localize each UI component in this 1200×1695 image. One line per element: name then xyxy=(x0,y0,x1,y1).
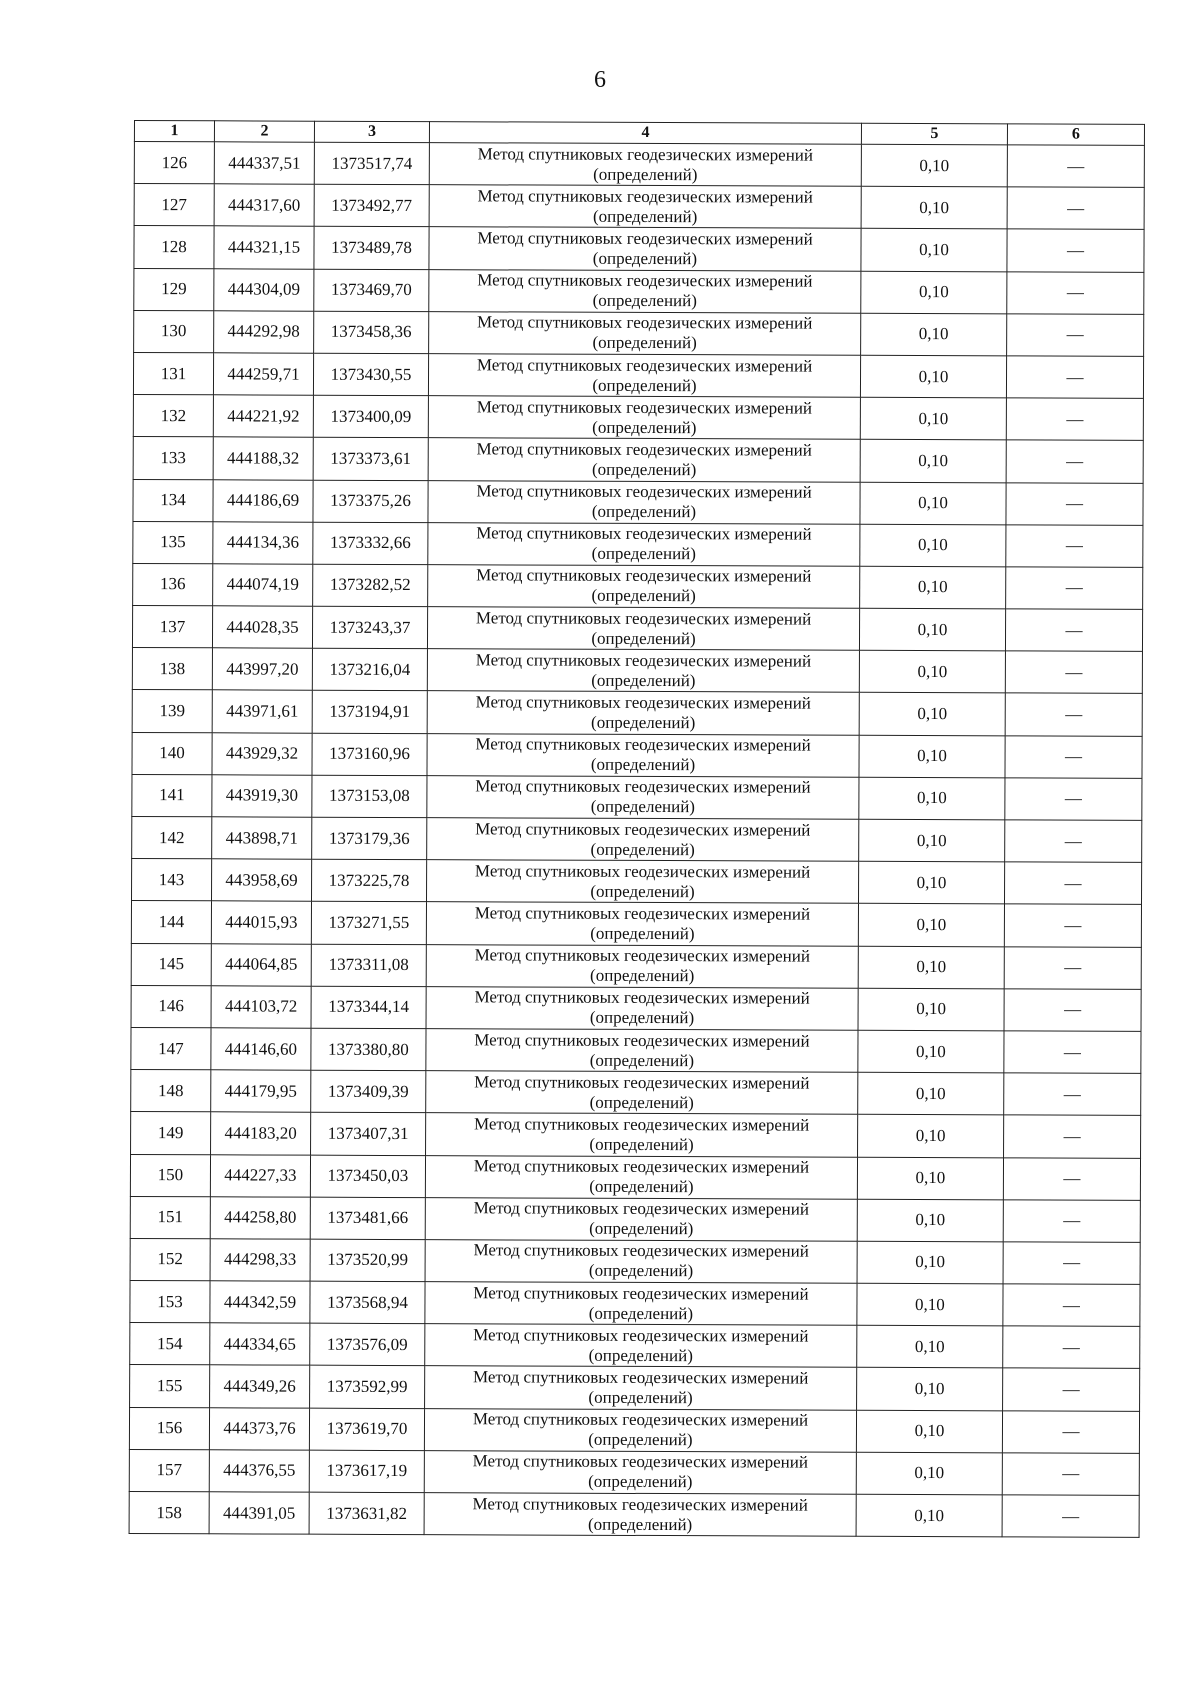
note-cell: — xyxy=(1004,946,1141,989)
method-cell: Метод спутниковых геодезических измерений (определений) xyxy=(427,691,859,735)
point-number-cell: 149 xyxy=(131,1112,211,1154)
note-cell: — xyxy=(1005,735,1142,778)
column-header-6: 6 xyxy=(1007,124,1144,146)
method-cell: Метод спутниковых геодезических измерений (определений) xyxy=(428,354,860,398)
note-cell: — xyxy=(1006,356,1143,399)
table-row xyxy=(131,901,1141,947)
method-cell: Метод спутниковых геодезических измерений (определений) xyxy=(429,269,861,313)
method-cell: Метод спутниковых геодезических измерений (определений) xyxy=(427,607,859,651)
table-row xyxy=(134,184,1144,230)
point-number-cell: 139 xyxy=(132,690,212,732)
x-coordinate-cell: 443971,61 xyxy=(212,690,312,733)
note-cell: — xyxy=(1005,820,1142,863)
method-cell: Метод спутниковых геодезических измерений (определений) xyxy=(424,1493,856,1537)
method-cell: Метод спутниковых геодезических измерений (определений) xyxy=(427,818,859,862)
point-number-cell: 151 xyxy=(130,1196,210,1238)
x-coordinate-cell: 444186,69 xyxy=(213,479,313,522)
point-number-cell: 141 xyxy=(132,774,212,816)
x-coordinate-cell: 444015,93 xyxy=(211,901,311,944)
table-row xyxy=(133,479,1143,525)
y-coordinate-cell: 1373160,96 xyxy=(312,733,427,776)
note-cell: — xyxy=(1003,1326,1140,1369)
x-coordinate-cell: 444317,60 xyxy=(214,184,314,227)
method-cell: Метод спутниковых геодезических измерений (определений) xyxy=(425,1324,857,1368)
note-cell: — xyxy=(1003,1242,1140,1285)
table-body xyxy=(129,142,1144,1538)
table-row xyxy=(129,1449,1139,1495)
point-number-cell: 146 xyxy=(131,985,211,1027)
method-cell: Метод спутниковых геодезических измерений (определений) xyxy=(429,227,861,271)
accuracy-cell: 0,10 xyxy=(860,566,1006,609)
table-row xyxy=(129,1491,1139,1537)
table-row xyxy=(133,437,1143,483)
page-number: 6 xyxy=(594,67,606,93)
y-coordinate-cell: 1373430,55 xyxy=(313,353,428,396)
table-row xyxy=(130,1365,1140,1411)
note-cell: — xyxy=(1006,567,1143,610)
y-coordinate-cell: 1373216,04 xyxy=(312,648,427,691)
column-header-3: 3 xyxy=(314,121,429,142)
table-row xyxy=(132,606,1142,652)
method-cell: Метод спутниковых геодезических измерений (определений) xyxy=(425,1197,857,1241)
method-cell: Метод спутниковых геодезических измерений (определений) xyxy=(426,902,858,946)
method-cell: Метод спутниковых геодезических измерений (определений) xyxy=(424,1450,856,1494)
x-coordinate-cell: 444258,80 xyxy=(210,1196,310,1239)
y-coordinate-cell: 1373243,37 xyxy=(312,606,427,649)
note-cell: — xyxy=(1006,525,1143,568)
method-cell: Метод спутниковых геодезических измерений (определений) xyxy=(427,733,859,777)
accuracy-cell: 0,10 xyxy=(859,693,1005,736)
y-coordinate-cell: 1373576,09 xyxy=(310,1323,425,1366)
method-cell: Метод спутниковых геодезических измерений (определений) xyxy=(427,649,859,693)
point-number-cell: 131 xyxy=(133,352,213,394)
accuracy-cell: 0,10 xyxy=(860,397,1006,440)
x-coordinate-cell: 443929,32 xyxy=(212,732,312,775)
y-coordinate-cell: 1373344,14 xyxy=(311,986,426,1029)
accuracy-cell: 0,10 xyxy=(861,144,1007,187)
method-cell: Метод спутниковых геодезических измерений (определений) xyxy=(428,522,860,566)
x-coordinate-cell: 444298,33 xyxy=(210,1239,310,1282)
method-cell: Метод спутниковых геодезических измерений (определений) xyxy=(425,1155,857,1199)
note-cell: — xyxy=(1005,693,1142,736)
x-coordinate-cell: 444342,59 xyxy=(210,1281,310,1324)
x-coordinate-cell: 444349,26 xyxy=(210,1365,310,1408)
accuracy-cell: 0,10 xyxy=(858,1030,1004,1073)
accuracy-cell: 0,10 xyxy=(857,1368,1003,1411)
table-row xyxy=(131,943,1141,989)
y-coordinate-cell: 1373153,08 xyxy=(312,775,427,818)
note-cell: — xyxy=(1005,651,1142,694)
y-coordinate-cell: 1373481,66 xyxy=(310,1197,425,1240)
x-coordinate-cell: 444391,05 xyxy=(209,1492,309,1535)
point-number-cell: 158 xyxy=(129,1491,209,1533)
point-number-cell: 154 xyxy=(130,1323,210,1365)
point-number-cell: 138 xyxy=(132,648,212,690)
table-row xyxy=(131,1112,1141,1158)
accuracy-cell: 0,10 xyxy=(860,482,1006,525)
method-cell: Метод спутниковых геодезических измерений (определений) xyxy=(428,438,860,482)
accuracy-cell: 0,10 xyxy=(858,861,1004,904)
method-cell: Метод спутниковых геодезических измерений (определений) xyxy=(429,143,861,187)
x-coordinate-cell: 444373,76 xyxy=(209,1407,309,1450)
accuracy-cell: 0,10 xyxy=(861,271,1007,314)
table-row xyxy=(132,774,1142,820)
y-coordinate-cell: 1373409,39 xyxy=(311,1070,426,1113)
point-number-cell: 155 xyxy=(130,1365,210,1407)
method-cell: Метод спутниковых геодезических измерений (определений) xyxy=(426,1113,858,1157)
note-cell: — xyxy=(1007,271,1144,314)
note-cell: — xyxy=(1007,229,1144,272)
x-coordinate-cell: 444028,35 xyxy=(212,606,312,649)
column-header-4: 4 xyxy=(429,122,861,145)
note-cell: — xyxy=(1003,1284,1140,1327)
table-row xyxy=(132,690,1142,736)
point-number-cell: 136 xyxy=(133,563,213,605)
x-coordinate-cell: 444183,20 xyxy=(211,1112,311,1155)
method-cell: Метод спутниковых геодезических измерений (определений) xyxy=(425,1282,857,1326)
table-row xyxy=(133,563,1143,609)
note-cell: — xyxy=(1007,187,1144,230)
y-coordinate-cell: 1373469,70 xyxy=(314,269,429,312)
note-cell: — xyxy=(1006,440,1143,483)
table-row xyxy=(132,859,1142,905)
x-coordinate-cell: 444134,36 xyxy=(213,521,313,564)
accuracy-cell: 0,10 xyxy=(861,313,1007,356)
x-coordinate-cell: 444376,55 xyxy=(209,1450,309,1493)
y-coordinate-cell: 1373592,99 xyxy=(310,1366,425,1409)
y-coordinate-cell: 1373380,80 xyxy=(311,1028,426,1071)
accuracy-cell: 0,10 xyxy=(857,1199,1003,1242)
y-coordinate-cell: 1373617,19 xyxy=(309,1450,424,1493)
y-coordinate-cell: 1373194,91 xyxy=(312,691,427,734)
method-cell: Метод спутниковых геодезических измерений (определений) xyxy=(426,860,858,904)
y-coordinate-cell: 1373517,74 xyxy=(314,142,429,185)
y-coordinate-cell: 1373311,08 xyxy=(311,944,426,987)
y-coordinate-cell: 1373179,36 xyxy=(312,817,427,860)
point-number-cell: 147 xyxy=(131,1027,211,1069)
x-coordinate-cell: 444304,09 xyxy=(214,268,314,311)
column-header-5: 5 xyxy=(861,123,1007,145)
accuracy-cell: 0,10 xyxy=(858,1115,1004,1158)
note-cell: — xyxy=(1005,609,1142,652)
y-coordinate-cell: 1373568,94 xyxy=(310,1281,425,1324)
y-coordinate-cell: 1373458,36 xyxy=(314,311,429,354)
note-cell: — xyxy=(1004,989,1141,1032)
point-number-cell: 132 xyxy=(133,395,213,437)
point-number-cell: 128 xyxy=(134,226,214,268)
method-cell: Метод спутниковых геодезических измерений (определений) xyxy=(426,1071,858,1115)
method-cell: Метод спутниковых геодезических измерений (определений) xyxy=(427,775,859,819)
accuracy-cell: 0,10 xyxy=(857,1157,1003,1200)
note-cell: — xyxy=(1002,1453,1139,1496)
point-number-cell: 148 xyxy=(131,1070,211,1112)
table-row xyxy=(133,395,1143,441)
accuracy-cell: 0,10 xyxy=(858,988,1004,1031)
note-cell: — xyxy=(1006,482,1143,525)
method-cell: Метод спутниковых геодезических измерений (определений) xyxy=(429,185,861,229)
method-cell: Метод спутниковых геодезических измерений (определений) xyxy=(425,1240,857,1284)
y-coordinate-cell: 1373492,77 xyxy=(314,184,429,227)
point-number-cell: 156 xyxy=(129,1407,209,1449)
note-cell: — xyxy=(1004,862,1141,905)
accuracy-cell: 0,10 xyxy=(860,524,1006,567)
point-number-cell: 129 xyxy=(134,268,214,310)
accuracy-cell: 0,10 xyxy=(856,1452,1002,1495)
point-number-cell: 137 xyxy=(132,606,212,648)
point-number-cell: 134 xyxy=(133,479,213,521)
table-row xyxy=(129,1407,1139,1453)
y-coordinate-cell: 1373450,03 xyxy=(310,1155,425,1198)
y-coordinate-cell: 1373631,82 xyxy=(309,1492,424,1535)
column-header-1: 1 xyxy=(134,121,214,142)
x-coordinate-cell: 444179,95 xyxy=(211,1070,311,1113)
note-cell: — xyxy=(1004,1073,1141,1116)
table-row xyxy=(130,1281,1140,1327)
x-coordinate-cell: 444334,65 xyxy=(210,1323,310,1366)
point-number-cell: 130 xyxy=(134,310,214,352)
y-coordinate-cell: 1373407,31 xyxy=(311,1112,426,1155)
accuracy-cell: 0,10 xyxy=(860,355,1006,398)
accuracy-cell: 0,10 xyxy=(861,229,1007,272)
table-row xyxy=(134,226,1144,272)
table-row xyxy=(131,985,1141,1031)
accuracy-cell: 0,10 xyxy=(858,1072,1004,1115)
point-number-cell: 127 xyxy=(134,184,214,226)
note-cell: — xyxy=(1006,398,1143,441)
note-cell: — xyxy=(1003,1200,1140,1243)
note-cell: — xyxy=(1003,1157,1140,1200)
note-cell: — xyxy=(1004,1115,1141,1158)
x-coordinate-cell: 444188,32 xyxy=(213,437,313,480)
point-number-cell: 143 xyxy=(132,859,212,901)
table-row xyxy=(130,1238,1140,1284)
note-cell: — xyxy=(1004,904,1141,947)
accuracy-cell: 0,10 xyxy=(859,735,1005,778)
accuracy-cell: 0,10 xyxy=(859,777,1005,820)
y-coordinate-cell: 1373400,09 xyxy=(313,395,428,438)
accuracy-cell: 0,10 xyxy=(861,186,1007,229)
point-number-cell: 153 xyxy=(130,1281,210,1323)
y-coordinate-cell: 1373332,66 xyxy=(313,522,428,565)
point-number-cell: 142 xyxy=(132,816,212,858)
note-cell: — xyxy=(1003,1368,1140,1411)
method-cell: Метод спутниковых геодезических измерений (определений) xyxy=(426,1029,858,1073)
accuracy-cell: 0,10 xyxy=(857,1241,1003,1284)
x-coordinate-cell: 444074,19 xyxy=(213,564,313,607)
point-number-cell: 144 xyxy=(131,901,211,943)
y-coordinate-cell: 1373225,78 xyxy=(312,859,427,902)
x-coordinate-cell: 444064,85 xyxy=(211,943,311,986)
y-coordinate-cell: 1373489,78 xyxy=(314,227,429,270)
y-coordinate-cell: 1373271,55 xyxy=(311,902,426,945)
point-number-cell: 145 xyxy=(131,943,211,985)
note-cell: — xyxy=(1004,1031,1141,1074)
accuracy-cell: 0,10 xyxy=(858,946,1004,989)
table-row xyxy=(132,648,1142,694)
x-coordinate-cell: 444321,15 xyxy=(214,226,314,269)
method-cell: Метод спутниковых геодезических измерений (определений) xyxy=(426,944,858,988)
coordinates-table xyxy=(129,120,1145,1538)
method-cell: Метод спутниковых геодезических измерений (определений) xyxy=(428,480,860,524)
accuracy-cell: 0,10 xyxy=(859,608,1005,651)
y-coordinate-cell: 1373375,26 xyxy=(313,480,428,523)
x-coordinate-cell: 443898,71 xyxy=(212,817,312,860)
accuracy-cell: 0,10 xyxy=(856,1410,1002,1453)
accuracy-cell: 0,10 xyxy=(856,1494,1002,1537)
note-cell: — xyxy=(1007,314,1144,357)
method-cell: Метод спутниковых геодезических измерений (определений) xyxy=(428,396,860,440)
accuracy-cell: 0,10 xyxy=(857,1326,1003,1369)
y-coordinate-cell: 1373373,61 xyxy=(313,438,428,481)
x-coordinate-cell: 444292,98 xyxy=(214,311,314,354)
table-row xyxy=(133,352,1143,398)
accuracy-cell: 0,10 xyxy=(859,819,1005,862)
table-row xyxy=(133,521,1143,567)
table-row xyxy=(134,310,1144,356)
x-coordinate-cell: 443919,30 xyxy=(212,775,312,818)
x-coordinate-cell: 444337,51 xyxy=(214,142,314,185)
method-cell: Метод спутниковых геодезических измерений (определений) xyxy=(425,1366,857,1410)
table-row xyxy=(130,1323,1140,1369)
note-cell: — xyxy=(1007,145,1144,188)
table-row xyxy=(131,1070,1141,1116)
table-row xyxy=(130,1154,1140,1200)
x-coordinate-cell: 444227,33 xyxy=(210,1154,310,1197)
column-header-2: 2 xyxy=(214,121,314,142)
point-number-cell: 150 xyxy=(130,1154,210,1196)
x-coordinate-cell: 444146,60 xyxy=(211,1028,311,1071)
method-cell: Метод спутниковых геодезических измерений (определений) xyxy=(428,565,860,609)
y-coordinate-cell: 1373520,99 xyxy=(310,1239,425,1282)
point-number-cell: 152 xyxy=(130,1238,210,1280)
method-cell: Метод спутниковых геодезических измерений (определений) xyxy=(426,986,858,1030)
accuracy-cell: 0,10 xyxy=(859,651,1005,694)
note-cell: — xyxy=(1002,1495,1139,1538)
table-row xyxy=(131,1027,1141,1073)
y-coordinate-cell: 1373282,52 xyxy=(313,564,428,607)
table-row xyxy=(134,268,1144,314)
note-cell: — xyxy=(1005,778,1142,821)
point-number-cell: 126 xyxy=(134,142,214,184)
x-coordinate-cell: 443997,20 xyxy=(212,648,312,691)
point-number-cell: 133 xyxy=(133,437,213,479)
method-cell: Метод спутниковых геодезических измерений (определений) xyxy=(424,1408,856,1452)
point-number-cell: 157 xyxy=(129,1449,209,1491)
accuracy-cell: 0,10 xyxy=(858,904,1004,947)
method-cell: Метод спутниковых геодезических измерений (определений) xyxy=(429,311,861,355)
table-row xyxy=(132,732,1142,778)
table-row xyxy=(130,1196,1140,1242)
y-coordinate-cell: 1373619,70 xyxy=(309,1408,424,1451)
x-coordinate-cell: 443958,69 xyxy=(212,859,312,902)
point-number-cell: 135 xyxy=(133,521,213,563)
table-row xyxy=(134,142,1144,188)
x-coordinate-cell: 444103,72 xyxy=(211,986,311,1029)
accuracy-cell: 0,10 xyxy=(860,440,1006,483)
table-row xyxy=(132,816,1142,862)
x-coordinate-cell: 444259,71 xyxy=(213,353,313,396)
accuracy-cell: 0,10 xyxy=(857,1283,1003,1326)
note-cell: — xyxy=(1002,1410,1139,1453)
x-coordinate-cell: 444221,92 xyxy=(213,395,313,438)
point-number-cell: 140 xyxy=(132,732,212,774)
